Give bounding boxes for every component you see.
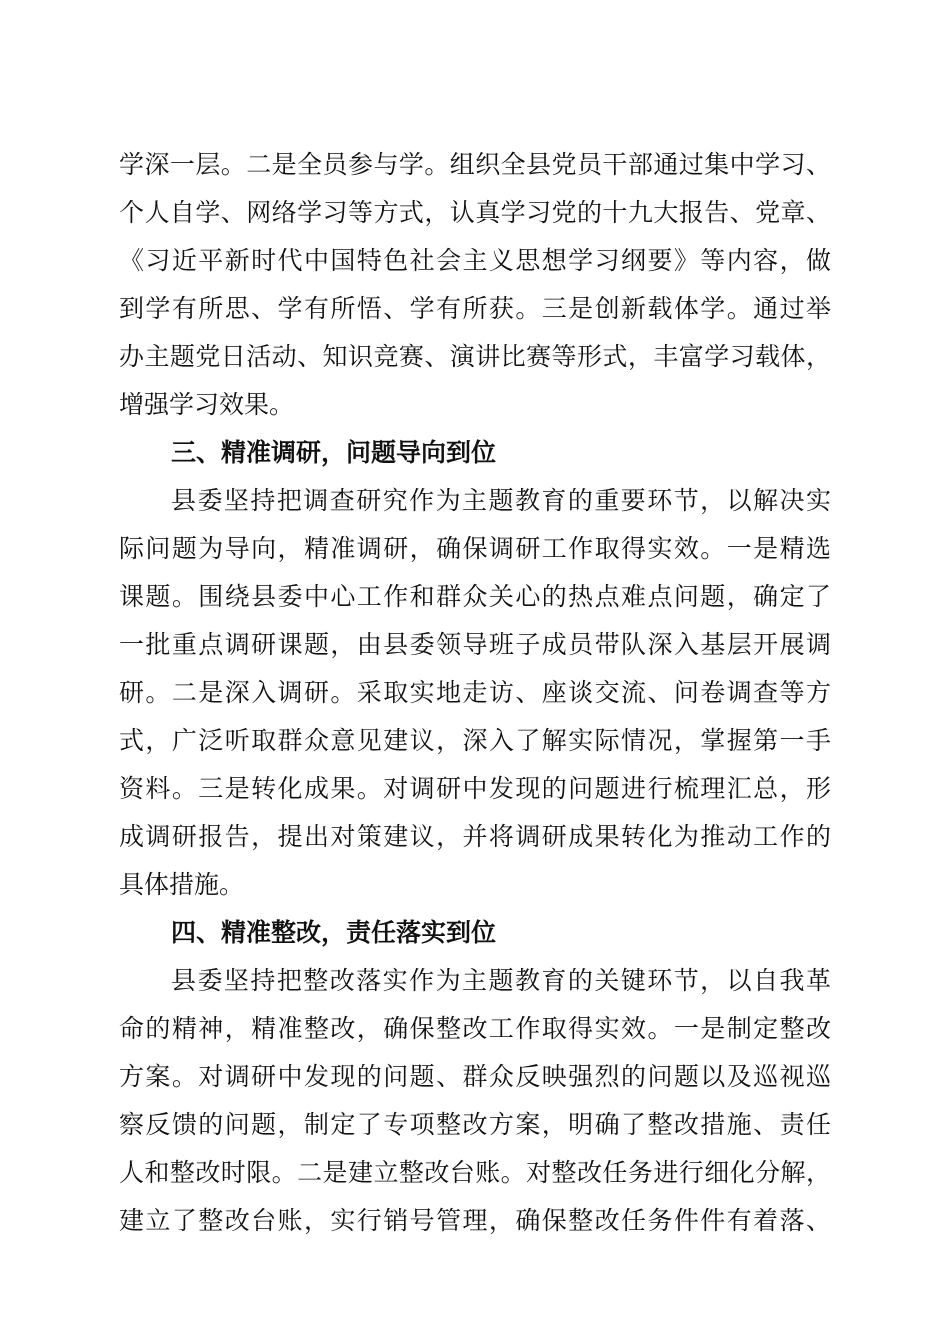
section-3-heading: 三、精准调研，问题导向到位	[171, 438, 497, 467]
paragraph-1-line-5: 办主题党日活动、知识竞赛、演讲比赛等形式，丰富学习载体，	[119, 342, 831, 371]
section-3-line-3: 课题。围绕县委中心工作和群众关心的热点难点问题，确定了	[119, 582, 831, 611]
paragraph-1-line-3: 《习近平新时代中国特色社会主义思想学习纲要》等内容，做	[119, 246, 831, 275]
paragraph-1-line-2: 个人自学、网络学习等方式，认真学习党的十九大报告、党章、	[119, 198, 831, 227]
section-3-line-1: 县委坚持把调查研究作为主题教育的重要环节，以解决实	[171, 486, 831, 515]
paragraph-1-line-6: 增强学习效果。	[119, 390, 295, 419]
section-4-line-4: 察反馈的问题，制定了专项整改方案，明确了整改措施、责任	[119, 1110, 831, 1139]
section-4-line-5: 人和整改时限。二是建立整改台账。对整改任务进行细化分解，	[119, 1158, 831, 1187]
paragraph-1-line-4: 到学有所思、学有所悟、学有所获。三是创新载体学。通过举	[119, 294, 831, 323]
section-4-line-3: 方案。对调研中发现的问题、群众反映强烈的问题以及巡视巡	[119, 1062, 831, 1091]
section-3-line-8: 成调研报告，提出对策建议，并将调研成果转化为推动工作的	[119, 822, 831, 851]
section-3-line-6: 式，广泛听取群众意见建议，深入了解实际情况，掌握第一手	[119, 726, 831, 755]
section-4-heading: 四、精准整改，责任落实到位	[171, 918, 497, 947]
section-3-line-2: 际问题为导向，精准调研，确保调研工作取得实效。一是精选	[119, 534, 831, 563]
section-4-line-1: 县委坚持把整改落实作为主题教育的关键环节，以自我革	[171, 966, 831, 995]
section-3-line-9: 具体措施。	[119, 870, 245, 899]
paragraph-1-line-1: 学深一层。二是全员参与学。组织全县党员干部通过集中学习、	[119, 150, 831, 179]
section-3-line-7: 资料。三是转化成果。对调研中发现的问题进行梳理汇总，形	[119, 774, 831, 803]
section-4-line-2: 命的精神，精准整改，确保整改工作取得实效。一是制定整改	[119, 1014, 831, 1043]
section-3-line-4: 一批重点调研课题，由县委领导班子成员带队深入基层开展调	[119, 630, 831, 659]
section-4-line-6: 建立了整改台账，实行销号管理，确保整改任务件件有着落、	[119, 1206, 831, 1235]
section-3-line-5: 研。二是深入调研。采取实地走访、座谈交流、问卷调查等方	[119, 678, 831, 707]
